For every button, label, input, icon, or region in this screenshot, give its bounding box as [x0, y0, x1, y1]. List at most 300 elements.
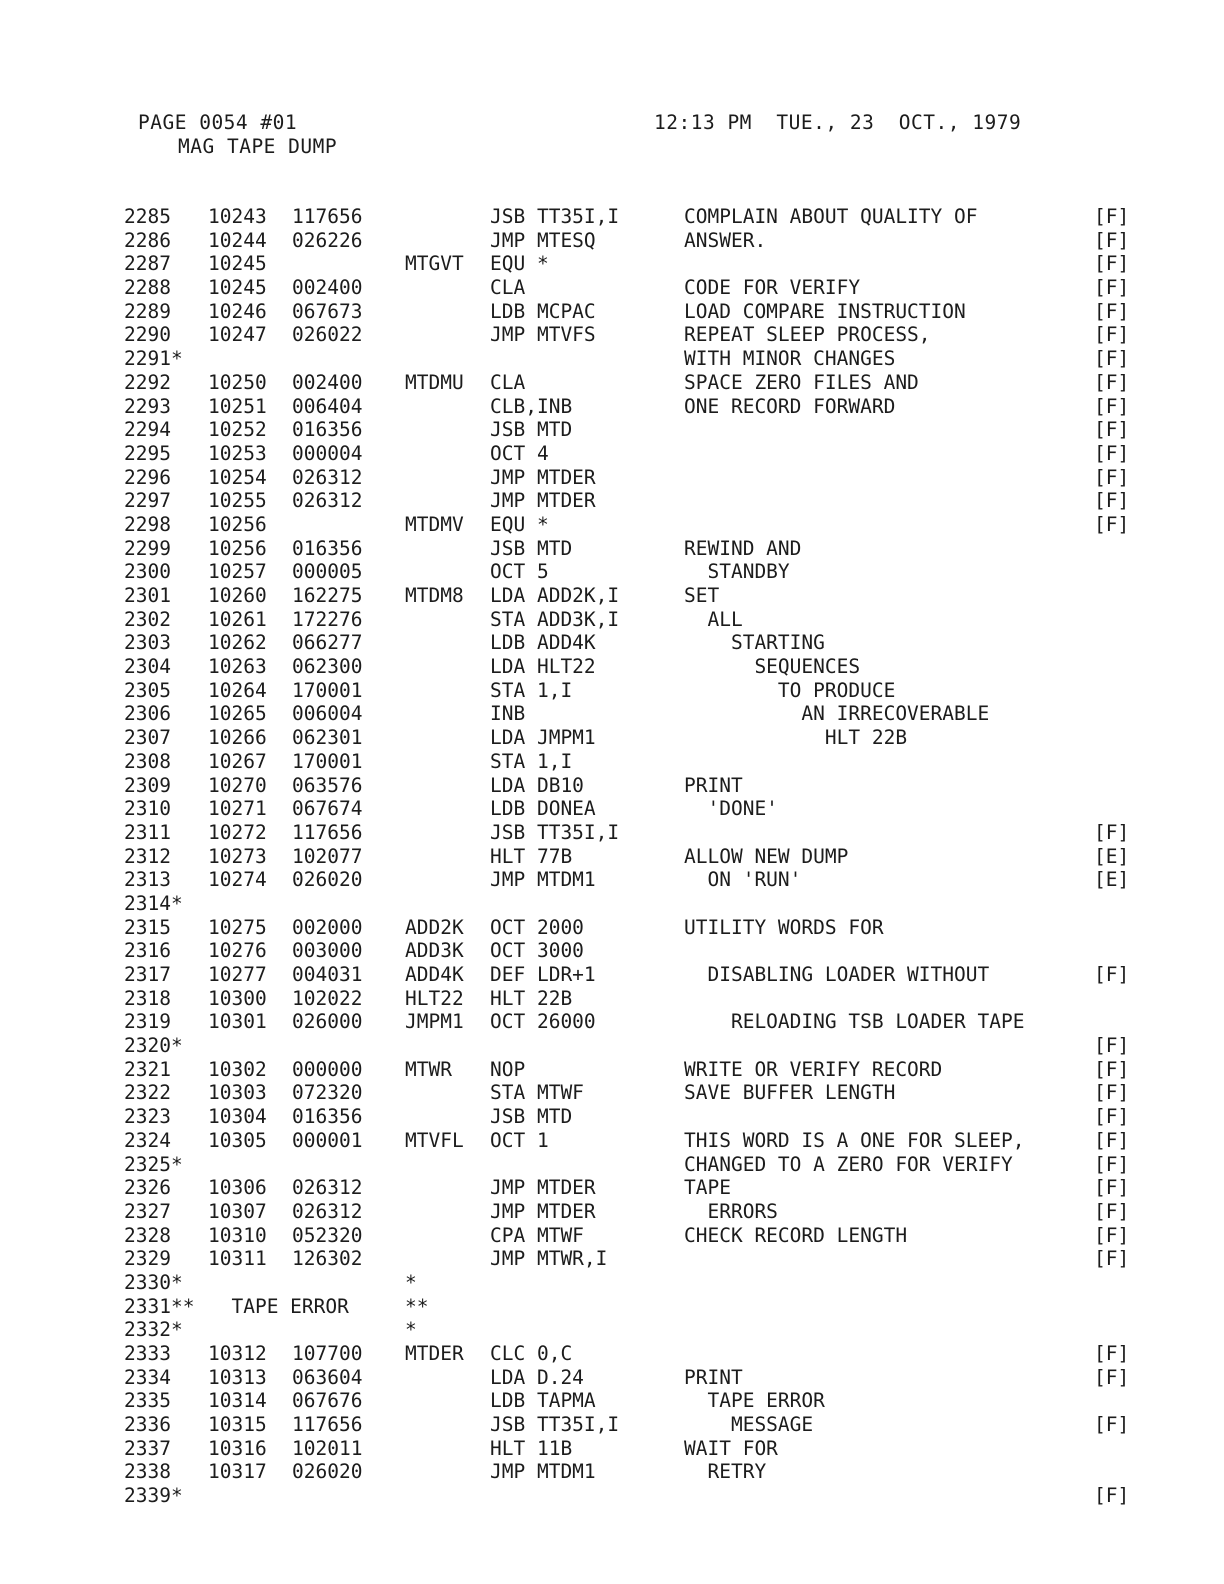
listing-row	[124, 418, 1144, 442]
address: 10305	[208, 1128, 267, 1152]
address: 10312	[208, 1342, 267, 1365]
comment: ERRORS	[684, 1199, 778, 1223]
line-number: 2325*	[124, 1152, 183, 1176]
line-number: 2321	[124, 1057, 171, 1081]
comment: ONE RECORD FORWARD	[684, 394, 896, 418]
comment: AN IRRECOVERABLE	[684, 702, 990, 726]
instruction: CLA	[490, 276, 526, 300]
instruction: LDB ADD4K	[490, 631, 596, 655]
flag-marker: [F]	[1094, 1034, 1130, 1058]
listing-row	[124, 1200, 1144, 1224]
address: 10247	[208, 323, 267, 347]
object-code: 102011	[292, 1436, 363, 1460]
flag-marker: [F]	[1094, 512, 1130, 536]
instruction: HLT 22B	[490, 986, 573, 1010]
listing-row	[124, 371, 1144, 395]
flag-marker: [F]	[1094, 252, 1130, 276]
instruction: LDA JMPM1	[490, 726, 596, 750]
object-code: 002400	[292, 370, 363, 394]
object-code: 162275	[292, 584, 363, 607]
listing-row	[124, 442, 1144, 466]
object-code: 117656	[292, 205, 363, 228]
line-number: 2299	[124, 536, 171, 560]
listing-row	[124, 1224, 1144, 1248]
line-number: 2289	[124, 299, 171, 323]
symbol-label: MTDMV	[405, 512, 464, 536]
line-number: 2296	[124, 465, 171, 489]
line-number: 2314*	[124, 891, 183, 915]
object-code: 006404	[292, 394, 363, 418]
line-number: 2331**	[124, 1294, 195, 1318]
comment: RELOADING TSB LOADER TAPE	[684, 1010, 1025, 1034]
object-code: 102022	[292, 986, 363, 1010]
listing-row	[124, 821, 1144, 845]
flag-marker: [F]	[1094, 1152, 1130, 1176]
comment: TAPE	[684, 1176, 731, 1200]
object-code: 117656	[292, 820, 363, 844]
line-number: 2304	[124, 655, 171, 679]
listing-row	[124, 963, 1144, 987]
comment: RETRY	[684, 1460, 767, 1484]
instruction: JSB MTD	[490, 1105, 573, 1129]
object-code: 026000	[292, 1010, 363, 1034]
flag-marker: [F]	[1094, 370, 1130, 394]
line-number: 2294	[124, 418, 171, 442]
instruction: STA ADD3K,I	[490, 607, 620, 631]
line-number: 2293	[124, 394, 171, 418]
flag-marker: [F]	[1094, 1081, 1130, 1105]
listing-row	[124, 655, 1144, 679]
listing-row	[124, 1389, 1144, 1413]
object-code: 003000	[292, 939, 363, 963]
listing-row	[124, 323, 1144, 347]
line-number: 2292	[124, 370, 171, 394]
instruction: OCT 5	[490, 560, 549, 584]
address: 10260	[208, 584, 267, 607]
address: 10313	[208, 1365, 267, 1389]
instruction: EQU *	[490, 512, 549, 536]
symbol-label: JMPM1	[405, 1010, 464, 1034]
instruction: CLA	[490, 370, 526, 394]
address: 10276	[208, 939, 267, 963]
line-number: 2288	[124, 276, 171, 300]
line-number: 2303	[124, 631, 171, 655]
address: 10311	[208, 1247, 267, 1271]
flag-marker: [F]	[1094, 1342, 1130, 1365]
listing-row	[124, 1342, 1144, 1366]
object-code: 067673	[292, 299, 363, 323]
instruction: OCT 1	[490, 1128, 549, 1152]
listing-row	[124, 1129, 1144, 1153]
listing-row	[124, 489, 1144, 513]
comment: REWIND AND	[684, 536, 802, 560]
comment: SEQUENCES	[684, 655, 861, 679]
flag-marker: [F]	[1094, 465, 1130, 489]
symbol-label: ADD2K	[405, 915, 464, 939]
object-code: 006004	[292, 702, 363, 726]
instruction: JMP MTESQ	[490, 228, 596, 252]
symbol-label: *	[405, 1270, 417, 1294]
symbol-label: MTGVT	[405, 252, 464, 276]
line-number: 2300	[124, 560, 171, 584]
listing-row	[124, 939, 1144, 963]
line-number: 2338	[124, 1460, 171, 1484]
listing-row	[124, 513, 1144, 537]
address: 10306	[208, 1176, 267, 1200]
object-code: 016356	[292, 418, 363, 442]
object-code: 004031	[292, 963, 363, 986]
comment: STANDBY	[684, 560, 790, 584]
instruction: JSB MTD	[490, 536, 573, 560]
flag-marker: [F]	[1094, 489, 1130, 513]
instruction: STA MTWF	[490, 1081, 584, 1105]
comment: ANSWER.	[684, 228, 767, 252]
comment: LOAD COMPARE INSTRUCTION	[684, 299, 966, 323]
flag-marker: [F]	[1094, 963, 1130, 986]
comment: UTILITY WORDS FOR	[684, 915, 884, 939]
instruction: JSB TT35I,I	[490, 820, 620, 844]
object-code: 117656	[292, 1413, 363, 1437]
instruction: LDB TAPMA	[490, 1389, 596, 1413]
object-code: 066277	[292, 631, 363, 655]
line-number: 2315	[124, 915, 171, 939]
listing-row	[124, 276, 1144, 300]
comment: CHECK RECORD LENGTH	[684, 1223, 908, 1247]
line-number: 2297	[124, 489, 171, 513]
comment: HLT 22B	[684, 726, 908, 750]
address: 10265	[208, 702, 267, 726]
comment: ALLOW NEW DUMP	[684, 844, 849, 868]
address: 10274	[208, 868, 267, 892]
flag-marker: [F]	[1094, 1057, 1130, 1081]
instruction: JSB TT35I,I	[490, 1413, 620, 1437]
instruction: CLC 0,C	[490, 1342, 573, 1365]
line-number: 2339*	[124, 1484, 183, 1508]
instruction: JMP MTDM1	[490, 868, 596, 892]
address: 10254	[208, 465, 267, 489]
line-number: 2320*	[124, 1034, 183, 1058]
line-number: 2298	[124, 512, 171, 536]
line-number: 2330*	[124, 1270, 183, 1294]
listing-row	[124, 537, 1144, 561]
object-code: 072320	[292, 1081, 363, 1105]
listing-row	[124, 1176, 1144, 1200]
flag-marker: [F]	[1094, 1247, 1130, 1271]
line-number: 2305	[124, 678, 171, 702]
object-code: 026020	[292, 1460, 363, 1484]
listing-row	[124, 1058, 1144, 1082]
instruction: OCT 26000	[490, 1010, 596, 1034]
line-number: 2326	[124, 1176, 171, 1200]
listing-row	[124, 679, 1144, 703]
instruction: JMP MTDER	[490, 465, 596, 489]
address: 10244	[208, 228, 267, 252]
address: 10245	[208, 276, 267, 300]
symbol-label: *	[405, 1318, 417, 1342]
listing-row	[124, 584, 1144, 608]
address: 10317	[208, 1460, 267, 1484]
instruction: JMP MTDER	[490, 1199, 596, 1223]
line-number: 2323	[124, 1105, 171, 1129]
line-number: 2318	[124, 986, 171, 1010]
address: 10253	[208, 441, 267, 465]
flag-marker: [F]	[1094, 394, 1130, 418]
listing-row	[124, 560, 1144, 584]
symbol-label: MTDMU	[405, 370, 464, 394]
flag-marker: [E]	[1094, 844, 1130, 868]
line-number: 2322	[124, 1081, 171, 1105]
line-number: 2327	[124, 1199, 171, 1223]
flag-marker: [F]	[1094, 1176, 1130, 1200]
object-code: 063576	[292, 773, 363, 797]
object-code: 062301	[292, 726, 363, 750]
line-number: 2286	[124, 228, 171, 252]
listing-row	[124, 1484, 1144, 1508]
line-number: 2319	[124, 1010, 171, 1034]
address: 10263	[208, 655, 267, 679]
print-timestamp: 12:13 PM TUE., 23 OCT., 1979	[654, 111, 1022, 134]
line-number: 2308	[124, 749, 171, 773]
line-number: 2295	[124, 441, 171, 465]
listing-row	[124, 797, 1144, 821]
comment: COMPLAIN ABOUT QUALITY OF	[684, 205, 978, 228]
object-code: 102077	[292, 844, 363, 868]
object-code: 000004	[292, 441, 363, 465]
line-number: 2328	[124, 1223, 171, 1247]
listing-row	[124, 1247, 1144, 1271]
listing-row	[124, 631, 1144, 655]
object-code: 172276	[292, 607, 363, 631]
comment: MESSAGE	[684, 1413, 814, 1437]
line-number: 2334	[124, 1365, 171, 1389]
address: 10301	[208, 1010, 267, 1034]
listing-row	[124, 1460, 1144, 1484]
address: 10252	[208, 418, 267, 442]
object-code: 002000	[292, 915, 363, 939]
address: 10267	[208, 749, 267, 773]
line-number: 2310	[124, 797, 171, 821]
listing-row	[124, 1437, 1144, 1461]
object-code: 026022	[292, 323, 363, 347]
comment: WITH MINOR CHANGES	[684, 347, 896, 371]
instruction: JMP MTVFS	[490, 323, 596, 347]
instruction: JMP MTWR,I	[490, 1247, 608, 1271]
address: 10304	[208, 1105, 267, 1129]
comment: SAVE BUFFER LENGTH	[684, 1081, 896, 1105]
object-code: 026312	[292, 1176, 363, 1200]
line-number: 2335	[124, 1389, 171, 1413]
instruction: OCT 4	[490, 441, 549, 465]
line-number: 2290	[124, 323, 171, 347]
instruction: HLT 11B	[490, 1436, 573, 1460]
object-code: 016356	[292, 1105, 363, 1129]
flag-marker: [F]	[1094, 1365, 1130, 1389]
object-code: 000005	[292, 560, 363, 584]
document-subtitle: MAG TAPE DUMP	[178, 135, 338, 158]
listing-row	[124, 1413, 1144, 1437]
symbol-label: ADD3K	[405, 939, 464, 963]
address: 10272	[208, 820, 267, 844]
symbol-label: MTVFL	[405, 1128, 464, 1152]
address: 10277	[208, 963, 267, 986]
address: 10251	[208, 394, 267, 418]
line-number: 2316	[124, 939, 171, 963]
comment: TO PRODUCE	[684, 678, 896, 702]
address: 10307	[208, 1199, 267, 1223]
object-code: 107700	[292, 1342, 363, 1365]
instruction: LDA HLT22	[490, 655, 596, 679]
object-code: 026312	[292, 489, 363, 513]
address: 10273	[208, 844, 267, 868]
comment: ON 'RUN'	[684, 868, 802, 892]
listing-row	[124, 1153, 1144, 1177]
flag-marker: [F]	[1094, 347, 1130, 371]
line-number: 2306	[124, 702, 171, 726]
instruction: LDA D.24	[490, 1365, 584, 1389]
address: 10243	[208, 205, 267, 228]
line-number: 2309	[124, 773, 171, 797]
address: 10270	[208, 773, 267, 797]
flag-marker: [F]	[1094, 1223, 1130, 1247]
comment: TAPE ERROR	[684, 1389, 825, 1413]
line-number: 2285	[124, 205, 171, 228]
flag-marker: [F]	[1094, 228, 1130, 252]
object-code: 067674	[292, 797, 363, 821]
object-code: 000000	[292, 1057, 363, 1081]
instruction: CPA MTWF	[490, 1223, 584, 1247]
symbol-label: ADD4K	[405, 963, 464, 986]
line-number: 2301	[124, 584, 171, 607]
assembly-listing	[124, 205, 1144, 1508]
object-code: 126302	[292, 1247, 363, 1271]
listing-row	[124, 1105, 1144, 1129]
symbol-label: **	[405, 1294, 429, 1318]
address: 10255	[208, 489, 267, 513]
instruction: HLT 77B	[490, 844, 573, 868]
comment: PRINT	[684, 1365, 743, 1389]
object-code: 002400	[292, 276, 363, 300]
listing-row	[124, 1295, 1144, 1319]
address: 10250	[208, 370, 267, 394]
listing-row	[124, 252, 1144, 276]
line-number: 2329	[124, 1247, 171, 1271]
flag-marker: [F]	[1094, 1484, 1130, 1508]
object-code: 026312	[292, 465, 363, 489]
line-number: 2336	[124, 1413, 171, 1437]
instruction: JMP MTDER	[490, 489, 596, 513]
line-number: 2313	[124, 868, 171, 892]
flag-marker: [F]	[1094, 441, 1130, 465]
flag-marker: [F]	[1094, 1413, 1130, 1437]
flag-marker: [F]	[1094, 1105, 1130, 1129]
symbol-label: MTDM8	[405, 584, 464, 607]
address: 10300	[208, 986, 267, 1010]
comment: WAIT FOR	[684, 1436, 778, 1460]
comment: SET	[684, 584, 720, 607]
line-number: 2337	[124, 1436, 171, 1460]
listing-row	[124, 229, 1144, 253]
flag-marker: [F]	[1094, 418, 1130, 442]
address: 10316	[208, 1436, 267, 1460]
listing-row	[124, 750, 1144, 774]
object-code: 062300	[292, 655, 363, 679]
flag-marker: [F]	[1094, 323, 1130, 347]
comment: WRITE OR VERIFY RECORD	[684, 1057, 943, 1081]
listing-row	[124, 892, 1144, 916]
listing-row	[124, 205, 1144, 229]
address: 10257	[208, 560, 267, 584]
line-number: 2302	[124, 607, 171, 631]
address: 10256	[208, 512, 267, 536]
address: 10266	[208, 726, 267, 750]
listing-row	[124, 774, 1144, 798]
instruction: STA 1,I	[490, 678, 573, 702]
address: 10264	[208, 678, 267, 702]
object-code: 170001	[292, 749, 363, 773]
address: TAPE ERROR	[208, 1294, 349, 1318]
object-code: 000001	[292, 1128, 363, 1152]
page-label: PAGE 0054 #01	[138, 111, 298, 134]
line-number: 2324	[124, 1128, 171, 1152]
object-code: 026020	[292, 868, 363, 892]
instruction: OCT 2000	[490, 915, 584, 939]
listing-row	[124, 845, 1144, 869]
flag-marker: [F]	[1094, 1128, 1130, 1152]
address: 10256	[208, 536, 267, 560]
listing-row	[124, 300, 1144, 324]
address: 10310	[208, 1223, 267, 1247]
address: 10315	[208, 1413, 267, 1437]
object-code: 026226	[292, 228, 363, 252]
address: 10314	[208, 1389, 267, 1413]
listing-row	[124, 1081, 1144, 1105]
instruction: JMP MTDER	[490, 1176, 596, 1200]
listing-row	[124, 1271, 1144, 1295]
instruction: JMP MTDM1	[490, 1460, 596, 1484]
address: 10271	[208, 797, 267, 821]
comment: ALL	[684, 607, 743, 631]
listing-row	[124, 608, 1144, 632]
object-code: 016356	[292, 536, 363, 560]
comment: PRINT	[684, 773, 743, 797]
instruction: LDA DB10	[490, 773, 584, 797]
object-code: 026312	[292, 1199, 363, 1223]
line-number: 2291*	[124, 347, 183, 371]
instruction: JSB TT35I,I	[490, 205, 620, 228]
address: 10262	[208, 631, 267, 655]
listing-row	[124, 1010, 1144, 1034]
line-number: 2317	[124, 963, 171, 986]
flag-marker: [F]	[1094, 205, 1130, 228]
listing-row	[124, 466, 1144, 490]
flag-marker: [F]	[1094, 1199, 1130, 1223]
listing-row	[124, 1318, 1144, 1342]
comment: STARTING	[684, 631, 825, 655]
line-number: 2333	[124, 1342, 171, 1365]
address: 10275	[208, 915, 267, 939]
instruction: EQU *	[490, 252, 549, 276]
instruction: OCT 3000	[490, 939, 584, 963]
flag-marker: [E]	[1094, 868, 1130, 892]
listing-row	[124, 987, 1144, 1011]
symbol-label: MTDER	[405, 1342, 464, 1365]
instruction: STA 1,I	[490, 749, 573, 773]
address: 10302	[208, 1057, 267, 1081]
object-code: 052320	[292, 1223, 363, 1247]
line-number: 2311	[124, 820, 171, 844]
line-number: 2332*	[124, 1318, 183, 1342]
flag-marker: [F]	[1094, 299, 1130, 323]
